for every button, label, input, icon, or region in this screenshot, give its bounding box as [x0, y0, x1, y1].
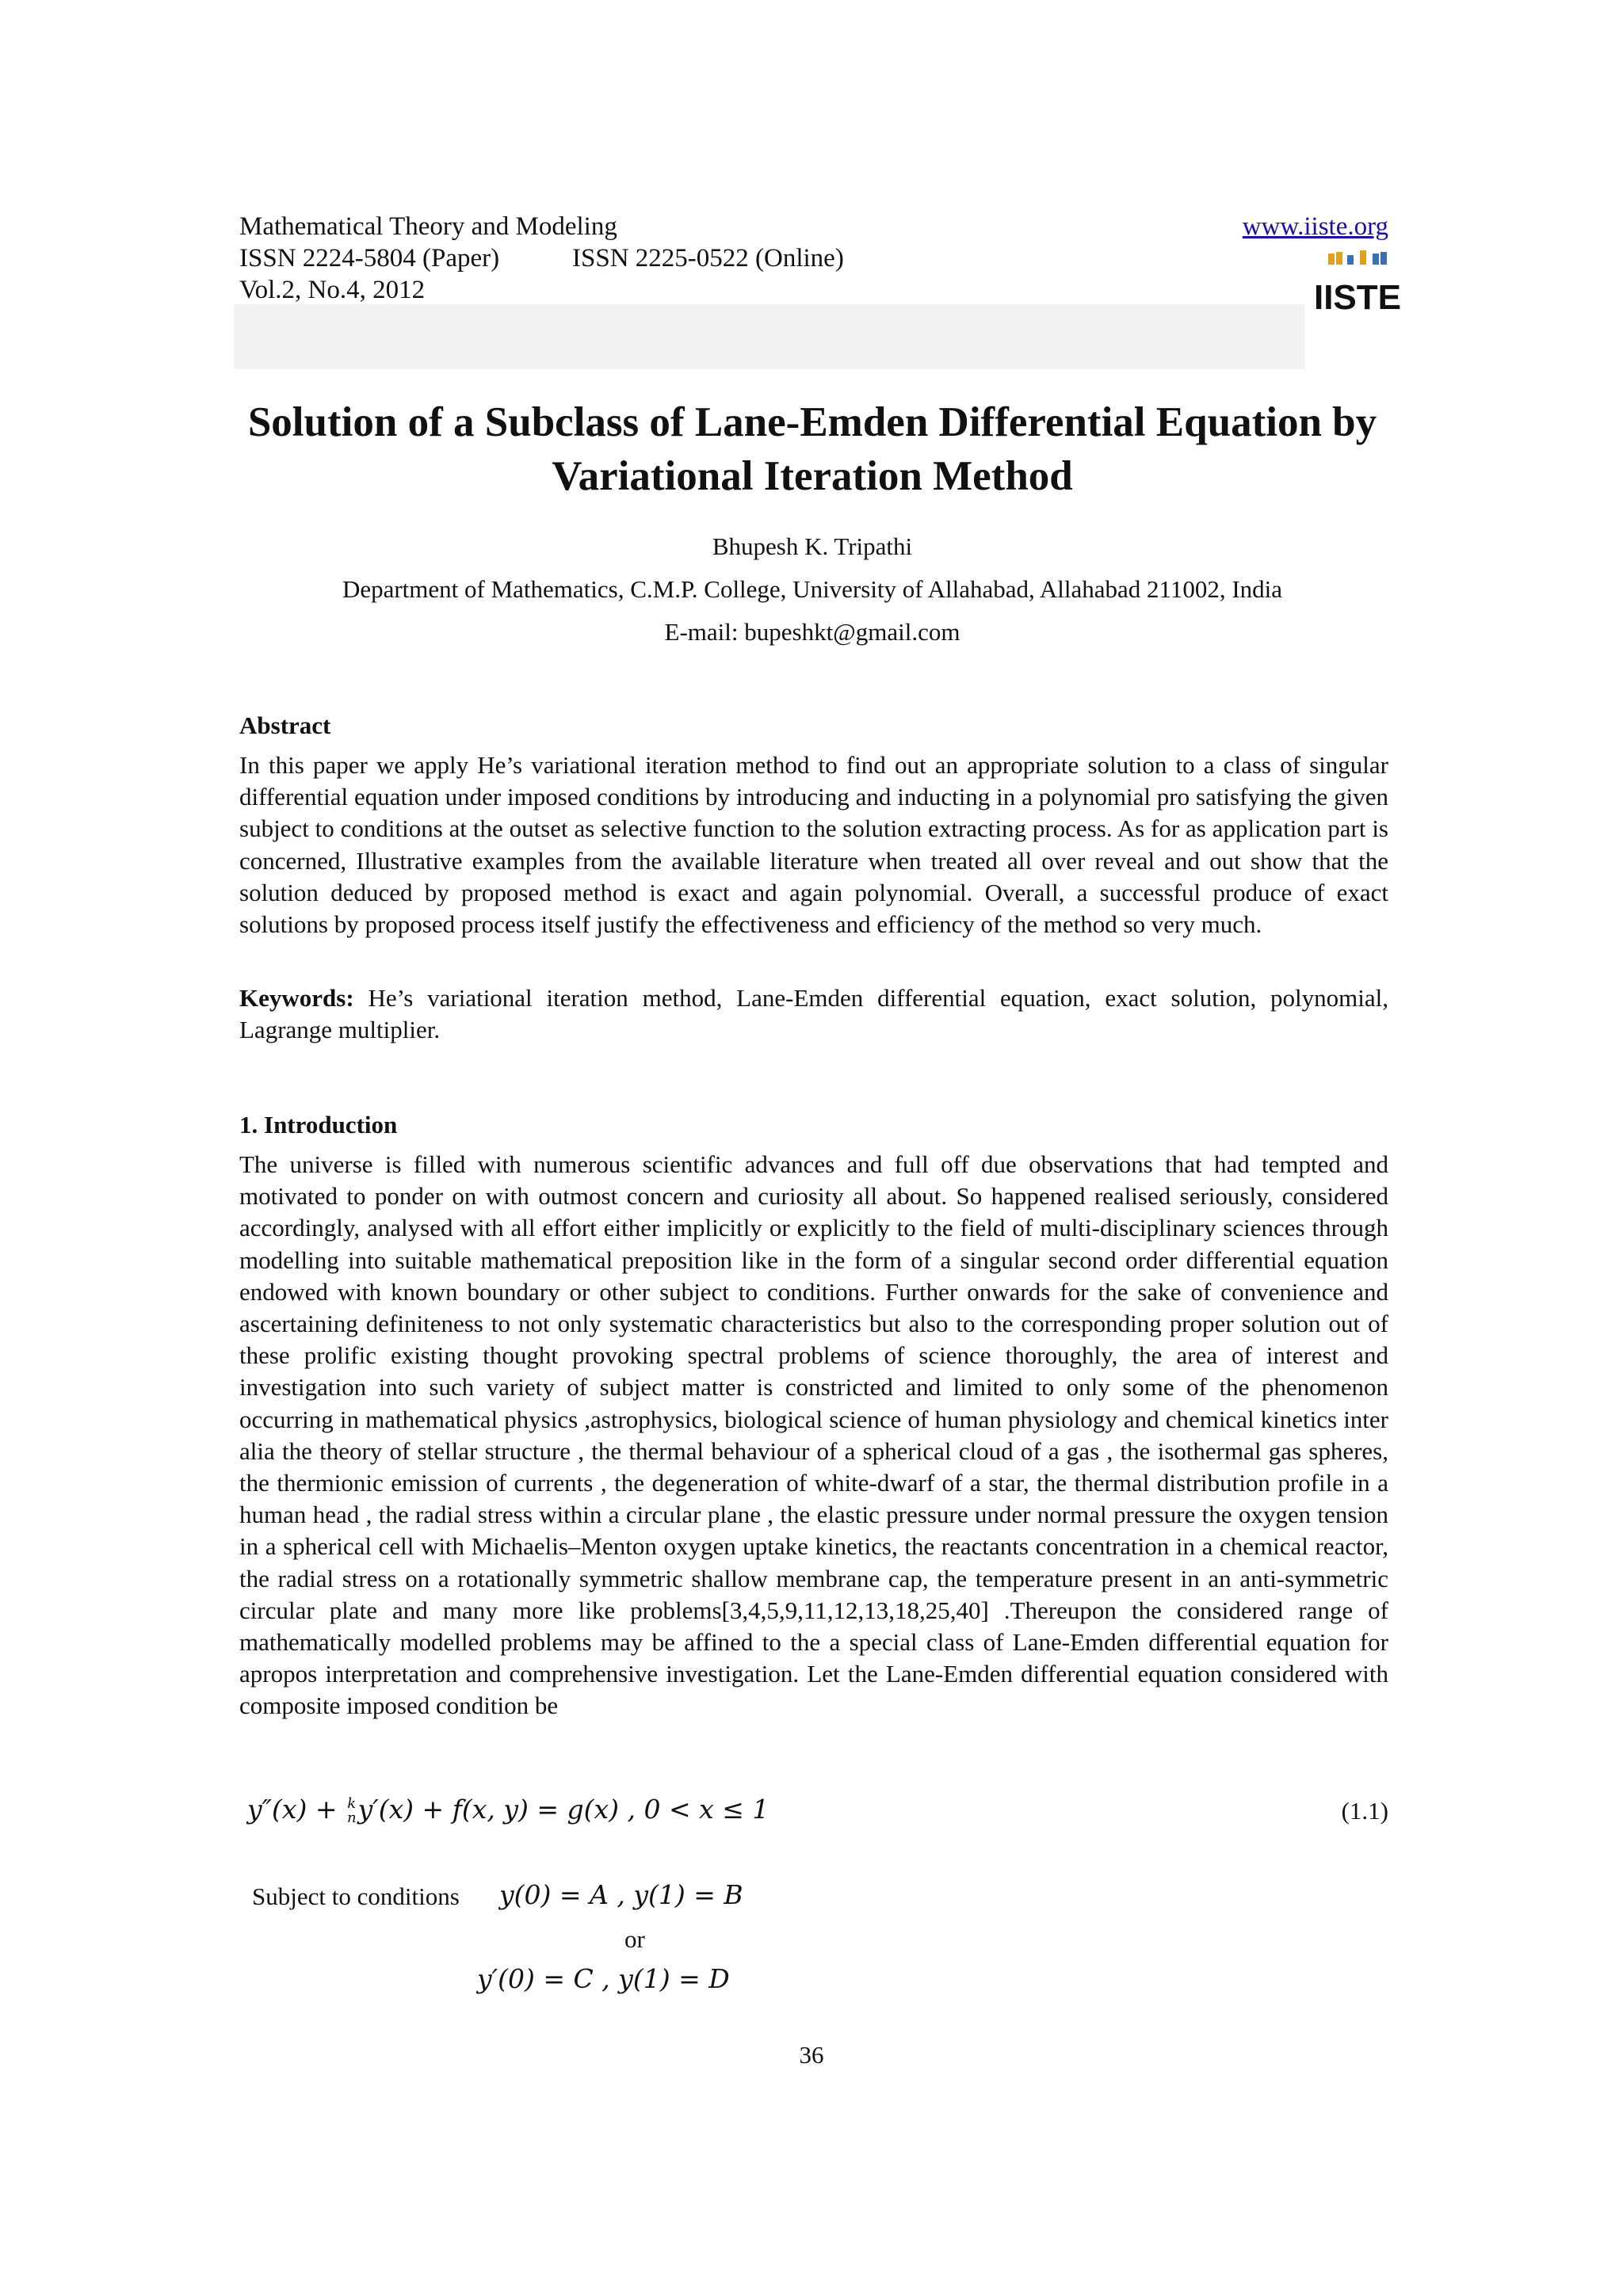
fraction-numerator: k [347, 1795, 357, 1812]
author-email: E-mail: bupeshkt@gmail.com [664, 618, 960, 646]
author-affiliation: Department of Mathematics, C.M.P. College, University of Allahabad, Allahabad 211002, India [342, 575, 1283, 603]
header-gray-band [234, 304, 1305, 369]
abstract-text: In this paper we apply He’s variational iteration method to find out an appropriate solution to a class of singular differential equation under imposed conditions by introducing and inducting in a polynomial pro satisfying the given subject to conditions at the outset as selective function to the solution extracting process. As for as application part is concerned, Illustrative examples from the available literature when treated all over reveal and out show that the solution deduced by proposed method is exact and again polynomial. Overall, a successful produce of exact solutions by proposed process itself justify the effectiveness and efficiency of the method so very much. [239, 751, 1388, 939]
journal-website-link[interactable]: www.iiste.org [1242, 212, 1388, 241]
issn-online: ISSN 2225-0522 (Online) [572, 244, 844, 273]
paper-title-line-1: Solution of a Subclass of Lane-Emden Differential Equation by [247, 399, 1377, 445]
equation-number: (1.1) [1341, 1797, 1388, 1825]
introduction-text: The universe is filled with numerous scientific advances and full off due observations that had tempted and motivated to ponder on with outmost concern and curiosity all about. So happened realised seriously, considered accordingly, analysed with all effort either implicitly or explicitly to the field of multi-disciplinary sciences through modelling into suitable mathematical preposition like in the form of a singular second order differential equation endowed with known boundary or other subject to conditions. Further onwards for the sake of convenience and ascertaining definiteness to not only systematic characteristics but also to the corresponding proper solution out of these prolific existing thought provoking spectral problems of science thoroughly, the area of interest and investigation into such variety of subject matter is constricted and limited to only some of the phenomenon occurring in mathematical physics ,astrophysics, biological science of human physiology and chemical kinetics inter alia the theory of stellar structure , the thermal behaviour of a spherical cloud of a gas , the isothermal gas spheres, the thermionic emission of currents , the degeneration of white-dwarf of a star, the thermal distribution profile in a human head , the radial stress within a circular plane , the elastic pressure under normal pressure the oxygen tension in a spherical cell with Michaelis–Menton oxygen uptake kinetics, the reactants concentration in a chemical reactor, the radial stress on a rotationally symmetric shallow membrane cap, the temperature present in an anti-symmetric circular plate and many more like problems[3,4,5,9,11,12,13,18,25,40] .Thereupon the considered range of mathematically modelled problems may be affined to the a special class of Lane-Emden differential equation for apropos interpretation and comprehensive investigation. Let the Lane-Emden differential equation considered with composite imposed condition be [239, 1150, 1388, 1720]
keywords-list: He’s variational iteration method, Lane-Emden differential equation, exact solution, polynomial, Lagrange multiplier. [239, 984, 1388, 1044]
equation-lhs-start: y″(x) + [247, 1794, 346, 1825]
issn-paper: ISSN 2224-5804 (Paper) [239, 244, 500, 273]
iiste-logo [1313, 249, 1402, 317]
condition-set-2: y′(0) = C , y(1) = D [477, 1963, 730, 1994]
paper-title-line-2: Variational Iteration Method [552, 453, 1073, 499]
abstract-heading: Abstract [239, 711, 331, 739]
equation-1-1 [247, 1794, 769, 1825]
logo-text: IISTE [1313, 278, 1402, 317]
page-number: 36 [799, 2041, 824, 2069]
keywords-label: Keywords: [239, 984, 354, 1012]
journal-name: Mathematical Theory and Modeling [239, 212, 617, 241]
condition-set-1: y(0) = A , y(1) = B [499, 1879, 743, 1910]
introduction-heading: 1. Introduction [239, 1111, 398, 1138]
conditions-or: or [624, 1925, 645, 1953]
equation-lhs-rest: y′(x) + f(x, y) = g(x) , 0 < x ≤ 1 [357, 1794, 769, 1825]
conditions-label: Subject to conditions [252, 1882, 460, 1910]
equation-fraction [347, 1797, 357, 1825]
keywords-paragraph [239, 982, 1388, 1046]
fraction-denominator: n [346, 1810, 357, 1826]
author-name: Bhupesh K. Tripathi [712, 532, 913, 560]
volume-info: Vol.2, No.4, 2012 [239, 276, 426, 304]
